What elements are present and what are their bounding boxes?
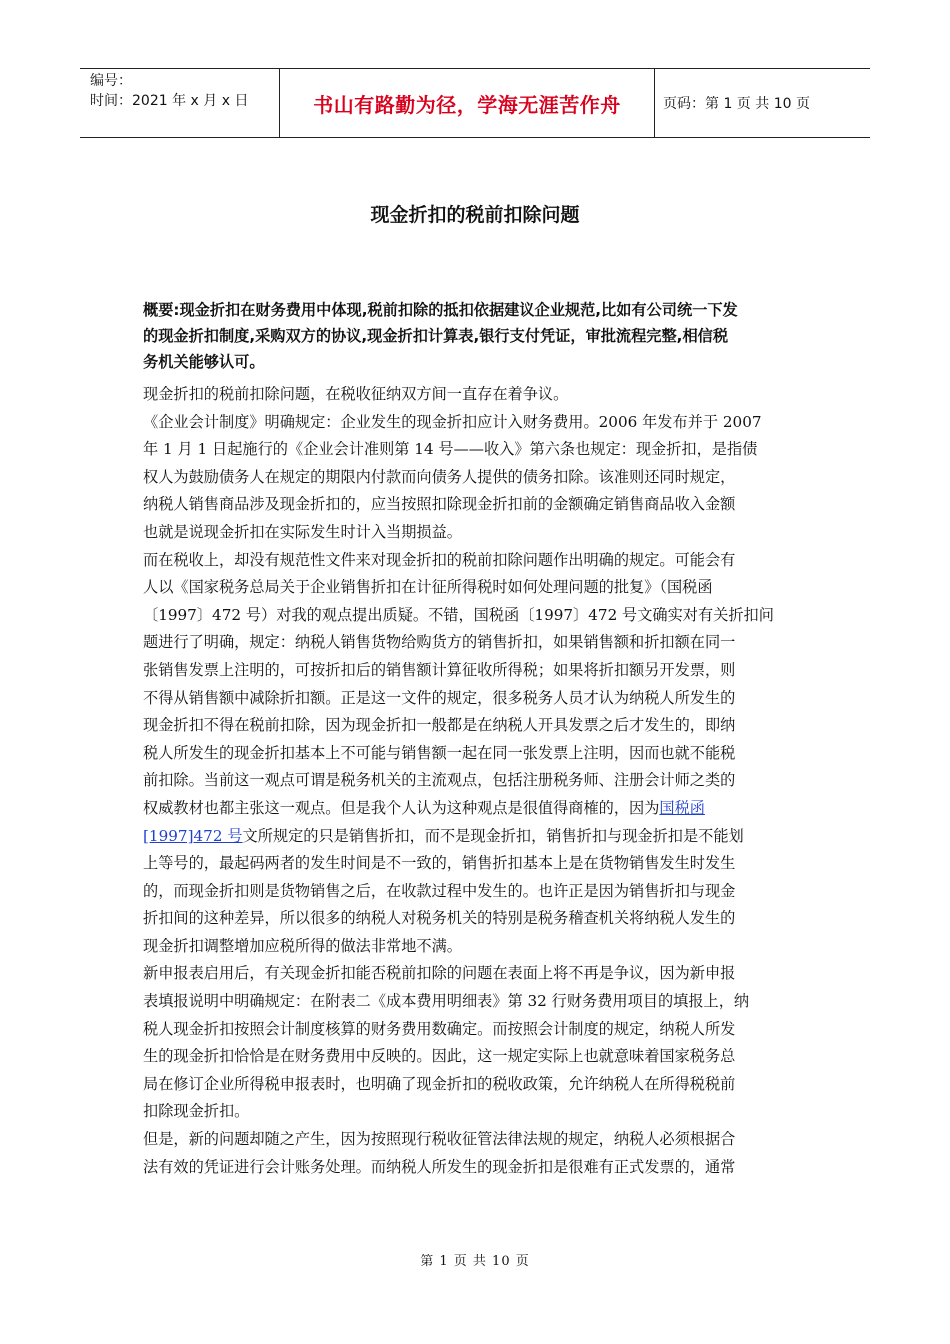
abstract-line: 的现金折扣制度,采购双方的协议,现金折扣计算表,银行支付凭证，审批流程完整,相信税 <box>143 327 729 345</box>
body-line: 《企业会计制度》明确规定：企业发生的现金折扣应计入财务费用。2006 年发布并于 2007 <box>143 412 762 431</box>
document-abstract <box>143 297 807 375</box>
body-line: 题进行了明确，规定：纳税人销售货物给购货方的销售折扣，如果销售额和折扣额在同一 <box>143 633 736 652</box>
body-line: 折扣间的这种差异，所以很多的纳税人对税务机关的特别是税务稽查机关将纳税人发生的 <box>143 909 736 928</box>
reference-link[interactable]: [1997]472 号 <box>143 826 243 845</box>
reference-link[interactable]: 国税函 <box>659 798 705 817</box>
body-line: 法有效的凭证进行会计账务处理。而纳税人所发生的现金折扣是很难有正式发票的，通常 <box>143 1157 736 1176</box>
body-line-with-link <box>143 795 807 823</box>
body-line: 前扣除。当前这一观点可谓是税务机关的主流观点，包括注册税务师、注册会计师之类的 <box>143 771 736 790</box>
body-line: 生的现金折扣恰恰是在财务费用中反映的。因此，这一规定实际上也就意味着国家税务总 <box>143 1047 736 1066</box>
body-line: 税人所发生的现金折扣基本上不可能与销售额一起在同一张发票上注明，因而也就不能税 <box>143 743 736 762</box>
header-motto: 书山有路勤为径，学海无涯苦作舟 <box>313 92 621 117</box>
document-date: 时间：2021 年 x 月 x 日 <box>90 93 249 109</box>
abstract-line: 概要:现金折扣在财务费用中体现,税前扣除的抵扣依据建议企业规范,比如有公司统一下发 <box>143 301 738 319</box>
body-line: 〔1997〕472 号）对我的观点提出质疑。不错，国税函〔1997〕472 号文确实对有关折扣问 <box>143 605 774 624</box>
body-line: 上等号的，最起码两者的发生时间是不一致的，销售折扣基本上是在货物销售发生时发生 <box>143 854 736 873</box>
body-line: 权人为鼓励债务人在规定的期限内付款而向债务人提供的债务扣除。该准则还同时规定， <box>143 467 736 486</box>
body-line: 现金折扣调整增加应税所得的做法非常地不满。 <box>143 936 462 955</box>
body-line: 纳税人销售商品涉及现金折扣的，应当按照扣除现金折扣前的金额确定销售商品收入金额 <box>143 495 736 514</box>
abstract-line: 务机关能够认可。 <box>143 353 265 371</box>
header-motto-cell <box>280 69 655 137</box>
body-line: 但是，新的问题却随之产生，因为按照现行税收征管法律法规的规定，纳税人必须根据合 <box>143 1130 736 1149</box>
body-line: 局在修订企业所得税申报表时，也明确了现金折扣的税收政策，允许纳税人在所得税税前 <box>143 1074 736 1093</box>
body-line-with-link <box>143 823 807 851</box>
body-line: 而在税收上，却没有规范性文件来对现金折扣的税前扣除问题作出明确的规定。可能会有 <box>143 550 736 569</box>
body-line: 新申报表启用后，有关现金折扣能否税前扣除的问题在表面上将不再是争议，因为新申报 <box>143 964 736 983</box>
document-body <box>143 381 807 1181</box>
body-line: 现金折扣的税前扣除问题，在税收征纳双方间一直存在着争议。 <box>143 385 569 403</box>
body-line: 税人现金折扣按照会计制度核算的财务费用数确定。而按照会计制度的规定，纳税人所发 <box>143 1019 736 1038</box>
body-line: 不得从销售额中减除折扣额。正是这一文件的规定，很多税务人员才认为纳税人所发生的 <box>143 688 736 707</box>
document-number-label: 编号： <box>90 73 132 89</box>
document-title: 现金折扣的税前扣除问题 <box>370 204 580 226</box>
header-page-info: 页码：第 1 页 共 10 页 <box>663 96 810 112</box>
header-page-cell <box>655 69 870 137</box>
page-footer: 第 1 页 共 10 页 <box>420 1254 530 1269</box>
body-line: 也就是说现金折扣在实际发生时计入当期损益。 <box>143 522 462 541</box>
header-left-cell <box>80 69 280 137</box>
header-table <box>80 68 870 138</box>
body-line: 扣除现金折扣。 <box>143 1102 250 1121</box>
body-line: 张销售发票上注明的，可按折扣后的销售额计算征收所得税；如果将折扣额另开发票，则 <box>143 660 736 679</box>
body-line: 现金折扣不得在税前扣除，因为现金折扣一般都是在纳税人开具发票之后才发生的，即纳 <box>143 716 736 735</box>
body-line: 的，而现金折扣则是货物销售之后，在收款过程中发生的。也许正是因为销售折扣与现金 <box>143 881 736 900</box>
body-line: 表填报说明中明确规定：在附表二《成本费用明细表》第 32 行财务费用项目的填报上，纳 <box>143 992 750 1011</box>
body-line-text: 文所规定的只是销售折扣，而不是现金折扣，销售折扣与现金折扣是不能划 <box>242 826 744 845</box>
body-line-text: 权威教材也都主张这一观点。但是我个人认为这种观点是很值得商榷的，因为 <box>143 798 660 817</box>
body-line: 人以《国家税务总局关于企业销售折扣在计征所得税时如何处理问题的批复》（国税函 <box>143 578 713 597</box>
body-line: 年 1 月 1 日起施行的《企业会计准则第 14 号——收入》第六条也规定：现金折扣，是指债 <box>143 440 758 459</box>
